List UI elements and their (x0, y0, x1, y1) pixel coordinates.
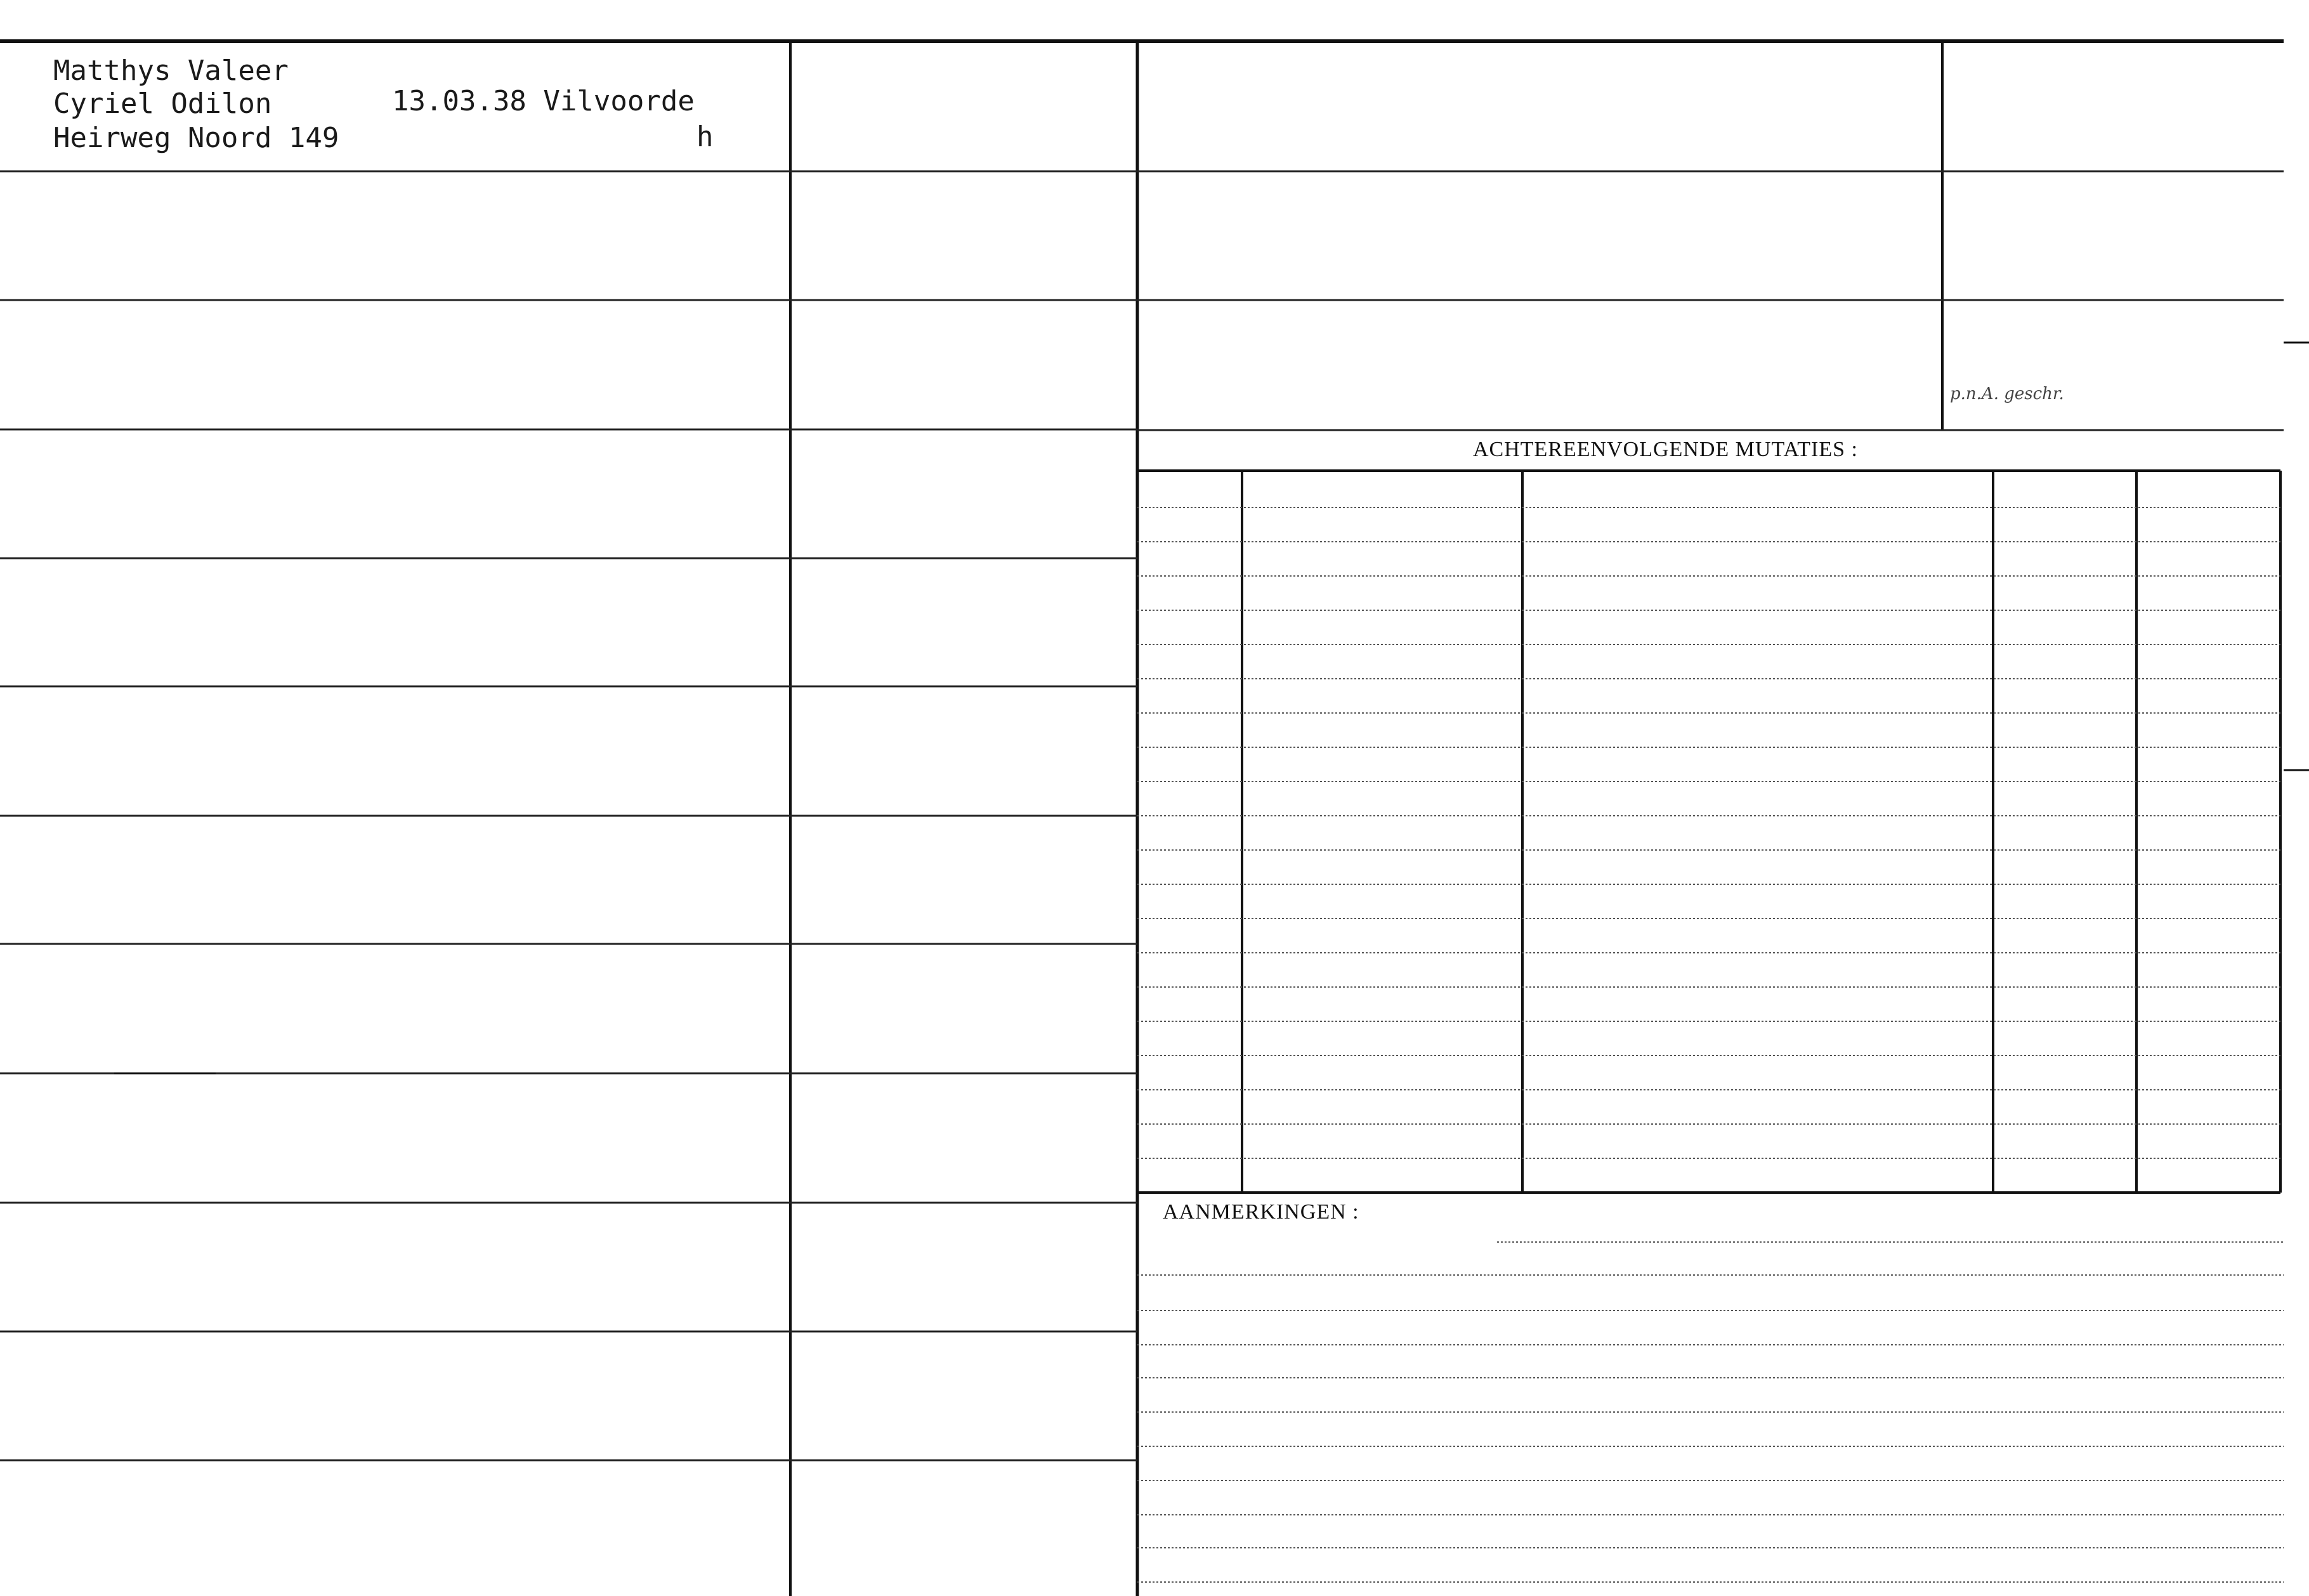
mutations-row-lines (1137, 507, 2280, 1158)
left-row-rules (0, 171, 1137, 1460)
record-marker: h (697, 121, 714, 153)
record-name: Matthys Valeer (53, 55, 289, 87)
record-address: Heirweg Noord 149 (53, 122, 339, 154)
right-upper-rules (1137, 171, 2284, 430)
remarks-row-lines (1137, 1242, 2284, 1582)
record-given-names: Cyriel Odilon (53, 88, 272, 120)
record-birth-info: 13.03.38 Vilvoorde (392, 85, 695, 117)
remarks-heading: AANMERKINGEN : (1163, 1200, 1359, 1224)
mutations-heading: ACHTEREENVOLGENDE MUTATIES : (1473, 438, 1858, 461)
edge-ticks (114, 343, 2309, 1073)
mutations-table (1137, 471, 2280, 1193)
handwritten-note: p.n.A. geschr. (1950, 384, 2064, 403)
